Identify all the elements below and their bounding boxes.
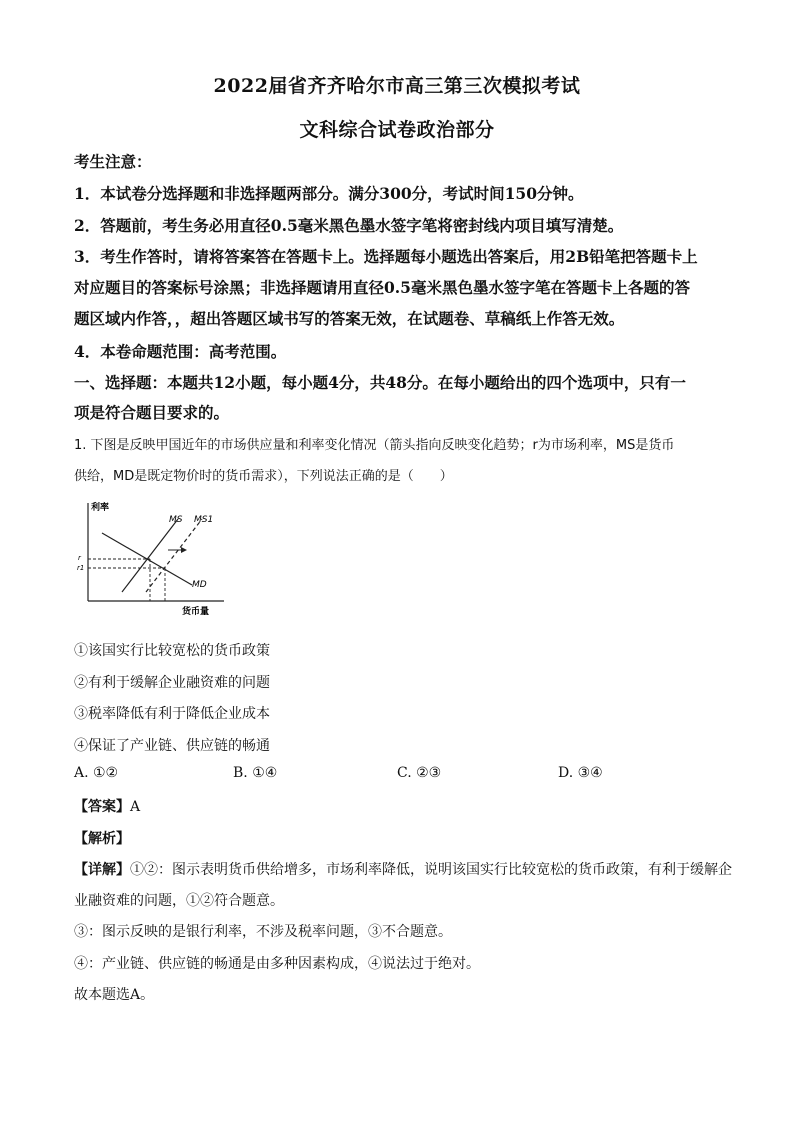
notice-heading: 考生注意：: [74, 152, 152, 171]
question-stem-line-1: 1. 下图是反映甲国近年的市场供应量和利率变化情况（箭头指向反映变化趋势；r为市场利率，MS是货币: [74, 438, 675, 453]
detail-line-1: [74, 859, 732, 879]
section-instructions-line-2: 项是符合题目要求的。: [74, 403, 230, 422]
detail-line-4: ④：产业链、供应链的畅通是由多种因素构成，④说法过于绝对。: [74, 956, 480, 972]
notice-item-4: 4．本卷命题范围：高考范围。: [74, 342, 287, 361]
statement-4: ④保证了产业链、供应链的畅通: [74, 738, 270, 754]
notice-item-1: 1．本试卷分选择题和非选择题两部分。满分300分，考试时间150分钟。: [74, 184, 584, 203]
option-a: A. ①②: [74, 765, 119, 781]
statement-2: ②有利于缓解企业融资难的问题: [74, 675, 270, 691]
detail-tag: 【详解】: [74, 862, 130, 878]
exam-title: 2022届省齐齐哈尔市高三第三次模拟考试: [213, 75, 581, 97]
option-c: C. ②③: [397, 765, 442, 781]
detail-text-1: ①②：图示表明货币供给增多，市场利率降低，说明该国实行比较宽松的货币政策，有利于缓解企: [130, 862, 732, 878]
ms1-label: MS1: [194, 515, 214, 525]
detail-line-3: ③：图示反映的是银行利率，不涉及税率问题，③不合题意。: [74, 924, 452, 940]
section-instructions-line-1: 一、选择题：本题共12小题，每小题4分，共48分。在每小题给出的四个选项中，只有一: [74, 373, 686, 392]
option-d: D. ③④: [558, 765, 603, 781]
answer-value: A: [130, 799, 141, 815]
answer-label: 【答案】: [74, 799, 130, 815]
notice-item-3-line-3: 题区域内作答，，超出答题区域书写的答案无效，在试题卷、草稿纸上作答无效。: [74, 309, 625, 328]
md-label: MD: [192, 580, 207, 590]
option-b: B. ①④: [233, 765, 278, 781]
ms-label: MS: [169, 515, 183, 525]
answer-line: [74, 796, 724, 816]
r1-tick-label: r1: [77, 564, 85, 572]
question-stem-line-2: 供给，MD是既定物价时的货币需求），下列说法正确的是（ ）: [74, 469, 453, 484]
notice-item-3-line-1: 3．考生作答时，请将答案答在答题卡上。选择题每小题选出答案后，用2B铅笔把答题卡上: [74, 247, 698, 266]
exam-subtitle: 文科综合试卷政治部分: [299, 119, 495, 141]
detail-line-2: 业融资难的问题，①②符合题意。: [74, 893, 284, 909]
money-supply-chart: [74, 497, 234, 619]
x-axis-label: 货币量: [182, 607, 210, 617]
notice-item-2: 2．答题前，考生务必用直径0.5毫米黑色墨水签字笔将密封线内项目填写清楚。: [74, 216, 624, 235]
analysis-label: 【解析】: [74, 831, 130, 847]
statement-3: ③税率降低有利于降低企业成本: [74, 706, 270, 722]
conclusion-line: 故本题选A。: [74, 987, 155, 1003]
r-tick-label: r: [78, 554, 81, 562]
notice-item-3-line-2: 对应题目的答案标号涂黑；非选择题请用直径0.5毫米黑色墨水签字笔在答题卡上各题的答: [74, 278, 690, 297]
statement-1: ①该国实行比较宽松的货币政策: [74, 643, 270, 659]
y-axis-label: 利率: [91, 503, 110, 513]
